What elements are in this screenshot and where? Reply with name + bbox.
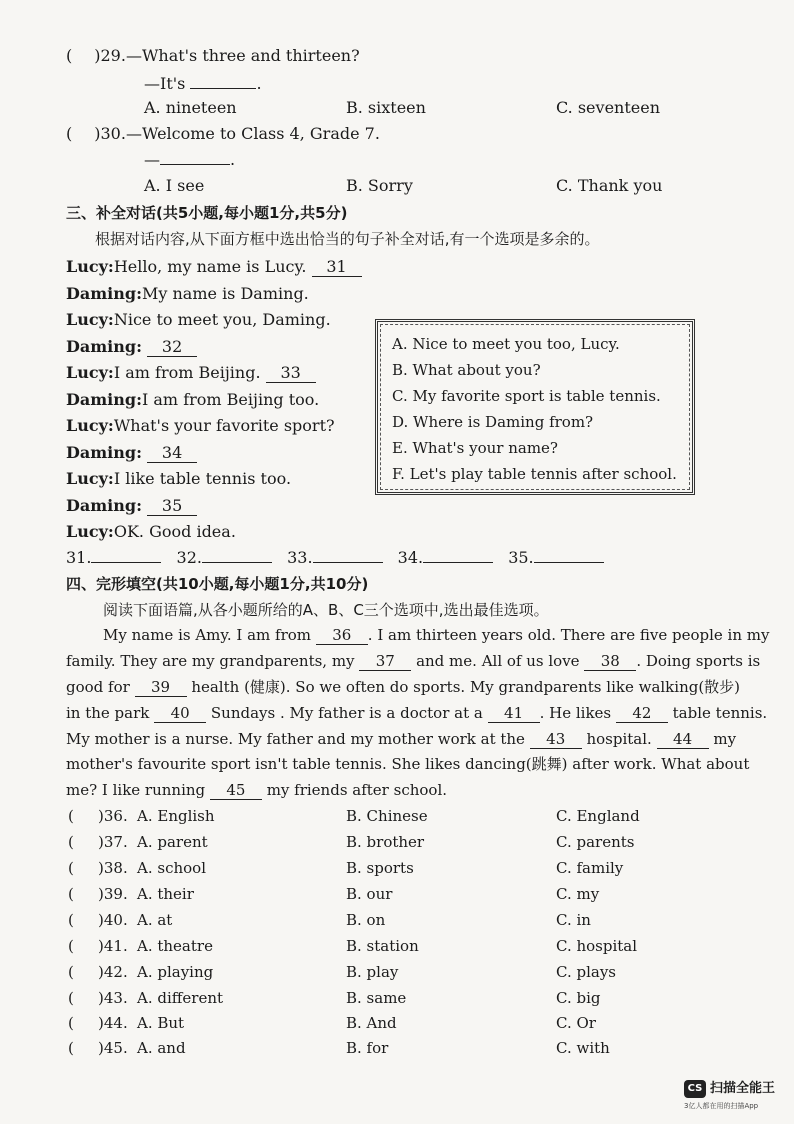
answer-blank-32[interactable]	[202, 562, 272, 563]
option-c[interactable]: C. with	[556, 1039, 610, 1057]
options-box	[375, 319, 695, 495]
option-c[interactable]: C. hospital	[556, 937, 638, 955]
option-c[interactable]: C. big	[556, 989, 601, 1007]
box-option-c: C. My favorite sport is table tennis.	[392, 387, 661, 405]
option-a[interactable]: A. playing	[137, 963, 214, 981]
option-b[interactable]: B. station	[346, 937, 419, 955]
q30-option-c: C. Thank you	[556, 176, 663, 195]
question-number: )45.	[98, 1039, 128, 1057]
option-b[interactable]: B. brother	[346, 833, 425, 851]
box-option-d: D. Where is Daming from?	[392, 413, 594, 431]
answer-paren[interactable]: (	[68, 833, 74, 851]
option-a[interactable]: A. school	[137, 859, 206, 877]
question-number: )38.	[98, 859, 128, 877]
dialog-line-6: Daming:I am from Beijing too.	[66, 390, 320, 409]
option-c[interactable]: C. parents	[556, 833, 635, 851]
question-number: )37.	[98, 833, 128, 851]
option-b[interactable]: B. play	[346, 963, 399, 981]
answer-paren[interactable]: (	[68, 1014, 74, 1032]
option-c[interactable]: C. my	[556, 885, 600, 903]
scanner-app-name: 扫描全能王	[710, 1081, 776, 1096]
passage-line-3: good for 39 health (健康). So we often do sports. My grandparents like walking(散步)	[66, 678, 741, 696]
answer-blank[interactable]	[160, 164, 230, 165]
answer-row: 31. 32. 33. 34. 35.	[66, 548, 604, 568]
question-29: ( )29.—What's three and thirteen?	[66, 46, 360, 65]
question-number: )36.	[98, 807, 128, 825]
option-b[interactable]: B. our	[346, 885, 393, 903]
passage-line-7: me? I like running 45 my friends after school.	[66, 781, 448, 799]
question-30-reply: — .	[144, 150, 236, 169]
question-number: )40.	[98, 911, 128, 929]
option-b[interactable]: B. And	[346, 1014, 397, 1032]
section-4-title: 四、完形填空(共10小题,每小题1分,共10分)	[66, 575, 369, 593]
cloze-blank-40[interactable]: 40	[154, 704, 206, 723]
option-b[interactable]: B. on	[346, 911, 386, 929]
cloze-blank-42[interactable]: 42	[616, 704, 668, 723]
answer-paren[interactable]: (	[68, 989, 74, 1007]
dialog-line-1: Lucy:Hello, my name is Lucy. 31	[66, 257, 362, 277]
option-a[interactable]: A. But	[137, 1014, 185, 1032]
passage-line-5: My mother is a nurse. My father and my mother work at the 43 hospital. 44 my	[66, 730, 737, 748]
dialog-blank-32[interactable]: 32	[147, 338, 197, 357]
option-c[interactable]: C. England	[556, 807, 640, 825]
cloze-blank-39[interactable]: 39	[135, 678, 187, 697]
option-b[interactable]: B. same	[346, 989, 407, 1007]
section-4-instruction: 阅读下面语篇,从各小题所给的A、B、C三个选项中,选出最佳选项。	[103, 601, 549, 619]
option-c[interactable]: C. in	[556, 911, 591, 929]
option-a[interactable]: A. and	[137, 1039, 186, 1057]
option-a[interactable]: A. parent	[137, 833, 208, 851]
dialog-blank-34[interactable]: 34	[147, 444, 197, 463]
box-option-e: E. What's your name?	[392, 439, 558, 457]
cloze-blank-43[interactable]: 43	[530, 730, 582, 749]
passage-line-6: mother's favourite sport isn't table tennis. She likes dancing(跳舞) after work. What about	[66, 755, 750, 773]
q30-option-a: A. I see	[144, 176, 205, 195]
passage-line-4: in the park 40 Sundays . My father is a doctor at a 41 . He likes 42 table tennis.	[66, 704, 768, 722]
answer-paren[interactable]: (	[68, 807, 74, 825]
option-a[interactable]: A. their	[137, 885, 194, 903]
answer-paren[interactable]: (	[68, 911, 74, 929]
passage-line-1: My name is Amy. I am from 36 . I am thirteen years old. There are five people in my	[103, 626, 770, 644]
scanner-logo-icon: CS	[684, 1080, 706, 1098]
scanner-tagline: 3亿人都在用的扫描App	[684, 1102, 759, 1110]
cloze-blank-38[interactable]: 38	[584, 652, 636, 671]
question-number: )41.	[98, 937, 128, 955]
dialog-blank-33[interactable]: 33	[266, 364, 316, 383]
answer-paren[interactable]: (	[68, 963, 74, 981]
q30-option-b: B. Sorry	[346, 176, 413, 195]
dialog-blank-35[interactable]: 35	[147, 497, 197, 516]
option-b[interactable]: B. Chinese	[346, 807, 428, 825]
dialog-line-10: Daming: 35	[66, 496, 197, 516]
option-a[interactable]: A. at	[137, 911, 173, 929]
section-3-instruction: 根据对话内容,从下面方框中选出恰当的句子补全对话,有一个选项是多余的。	[95, 230, 600, 248]
answer-blank-35[interactable]	[534, 562, 604, 563]
option-a[interactable]: A. theatre	[137, 937, 213, 955]
answer-blank[interactable]	[190, 88, 256, 89]
dialog-line-8: Daming: 34	[66, 443, 197, 463]
box-option-f: F. Let's play table tennis after school.	[392, 465, 677, 483]
cloze-blank-37[interactable]: 37	[359, 652, 411, 671]
answer-paren[interactable]: (	[68, 859, 74, 877]
box-option-a: A. Nice to meet you too, Lucy.	[392, 335, 620, 353]
cloze-blank-45[interactable]: 45	[210, 781, 262, 800]
option-b[interactable]: B. sports	[346, 859, 414, 877]
option-c[interactable]: C. plays	[556, 963, 616, 981]
dialog-line-2: Daming:My name is Daming.	[66, 284, 309, 303]
answer-blank-33[interactable]	[313, 562, 383, 563]
question-29-reply: —It's .	[144, 74, 262, 93]
cloze-blank-36[interactable]: 36	[316, 626, 368, 645]
section-3-title: 三、补全对话(共5小题,每小题1分,共5分)	[66, 204, 348, 222]
answer-blank-31[interactable]	[91, 562, 161, 563]
box-option-b: B. What about you?	[392, 361, 541, 379]
q29-option-b: B. sixteen	[346, 98, 426, 117]
question-number: )42.	[98, 963, 128, 981]
dialog-line-9: Lucy:I like table tennis too.	[66, 469, 292, 488]
question-30: ( )30.—Welcome to Class 4, Grade 7.	[66, 124, 380, 143]
option-a[interactable]: A. English	[137, 807, 215, 825]
answer-blank-34[interactable]	[423, 562, 493, 563]
dialog-line-11: Lucy:OK. Good idea.	[66, 522, 236, 541]
question-number: )39.	[98, 885, 128, 903]
dialog-line-3: Lucy:Nice to meet you, Daming.	[66, 310, 331, 329]
dialog-blank-31[interactable]: 31	[312, 258, 362, 277]
q29-option-c: C. seventeen	[556, 98, 661, 117]
answer-paren[interactable]: (	[68, 885, 74, 903]
option-c[interactable]: C. family	[556, 859, 624, 877]
question-number: )43.	[98, 989, 128, 1007]
passage-line-2: family. They are my grandparents, my 37 and me. All of us love 38 . Doing sports is	[66, 652, 761, 670]
question-number: )44.	[98, 1014, 128, 1032]
cloze-blank-41[interactable]: 41	[488, 704, 540, 723]
q29-option-a: A. nineteen	[144, 98, 237, 117]
cloze-blank-44[interactable]: 44	[657, 730, 709, 749]
option-a[interactable]: A. different	[137, 989, 224, 1007]
answer-paren[interactable]: (	[68, 1039, 74, 1057]
option-b[interactable]: B. for	[346, 1039, 389, 1057]
dialog-line-5: Lucy:I am from Beijing. 33	[66, 363, 316, 383]
scanner-watermark	[684, 1080, 786, 1116]
answer-paren[interactable]: (	[68, 937, 74, 955]
dialog-line-4: Daming: 32	[66, 337, 197, 357]
option-c[interactable]: C. Or	[556, 1014, 596, 1032]
dialog-line-7: Lucy:What's your favorite sport?	[66, 416, 335, 435]
